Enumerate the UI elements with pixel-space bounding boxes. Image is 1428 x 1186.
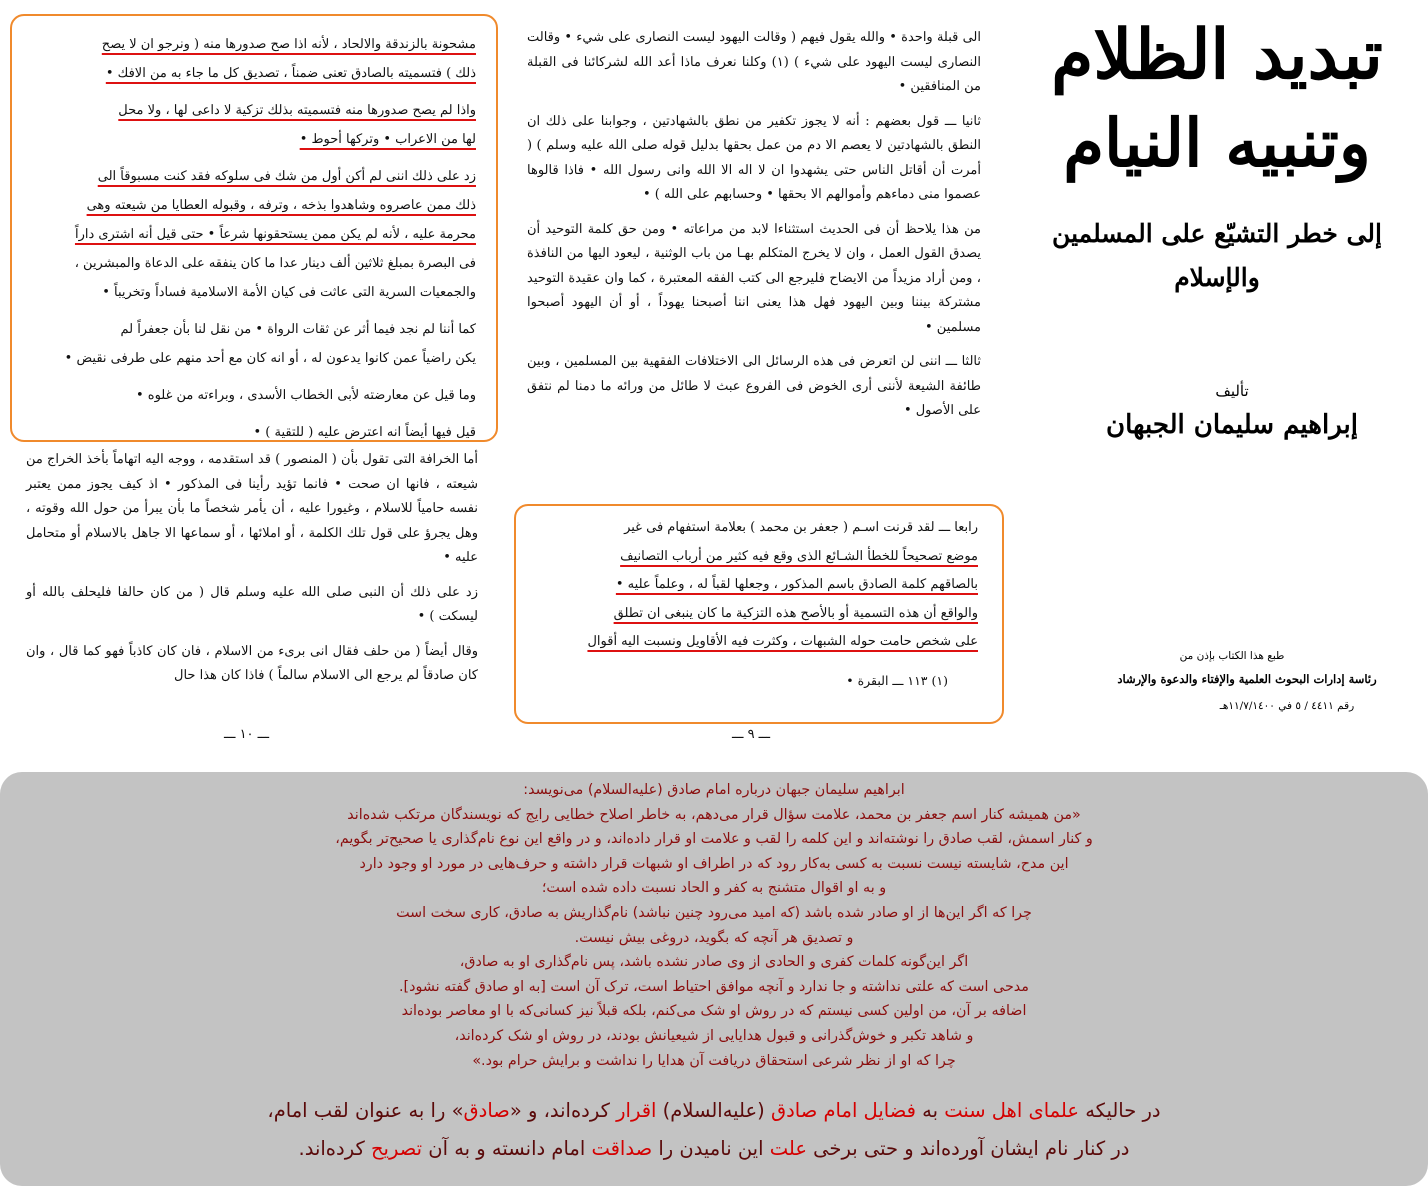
conclusion	[60, 1092, 1368, 1168]
boxed-line: والجمعيات السرية التى عاثت فى كيان الأمة الاسلامية فساداً وتخريباً •	[102, 285, 476, 300]
boxed-line: ذلك ) فتسميته بالصادق تعنى ضمناً ، تصديق كل ما جاء به من الافك •	[105, 66, 476, 81]
page-9-number: ـــ ٩ ـــ	[732, 727, 771, 742]
conclusion-highlight: علت	[769, 1137, 807, 1160]
translation-line: و شاهد تکبر و خوش‌گذرانی و قبول هدایایی از شیعیانش بودند، در روش او شک کرده‌اند،	[454, 1027, 974, 1044]
translation-quote	[60, 778, 1368, 1073]
conclusion-text: کرده‌اند.	[298, 1137, 371, 1160]
boxed-line: فى البصرة بمبلغ ثلاثين ألف دينار عدا ما كان ينفقه على الدعاة والمبشرين ،	[74, 256, 476, 271]
page-10-paragraph: وقال أيضاً ( من حلف فقال انى برىء من الاسلام ، فان كان كاذباً فهو كما قال ، وان كان صادقاً لم يرجع الى الاسلام سالماً ) فاذا كان هذا حال	[26, 643, 478, 683]
conclusion-highlight: اقرار	[616, 1099, 657, 1122]
page-9-boxed-text	[528, 514, 978, 695]
conclusion-line-2	[60, 1130, 1368, 1168]
boxed-line: يكن راضياً عمن كانوا يدعون له ، أو انه كان مع أحد منهم على طرفى نقيض •	[64, 351, 476, 366]
boxed-line: زد على ذلك اننى لم أكن أول من شك فى سلوكه فقد كنت مسبوقاً الى	[97, 169, 476, 184]
conclusion-line-1	[60, 1092, 1368, 1130]
page-10-boxed-text	[26, 30, 476, 447]
translation-line: و تصدیق هر آنچه که بگوید، دروغی بیش نیست.	[574, 929, 854, 946]
footnote: (١) ١١٣ ـــ البقرة •	[846, 672, 948, 688]
translation-line: مدحی است که علتی نداشته و جا ندارد و آنچه موافق احتیاط است، ترک آن است [به او صادق گفته نشود].	[399, 978, 1029, 995]
cover-subtitle: إلى خطر التشيّع على المسلمين والإسلام	[1052, 219, 1382, 292]
conclusion-text: کرده‌اند، و «	[509, 1099, 617, 1122]
boxed-line: ذلك ممن عاصروه وشاهدوا بذخه ، وترفه ، وقبوله العطايا من شيعته وهى	[86, 198, 476, 213]
translation-line: و به او اقوال متشنج به کفر و الحاد نسبت داده شده است؛	[541, 880, 887, 897]
boxed-line: مشحونة بالزندقة والالحاد ، لأنه اذا صح صدورها منه ( ونرجو ان لا يصح	[101, 37, 476, 52]
boxed-line: لها من الاعراب • وتركها أحوط •	[299, 132, 476, 147]
translation-line: ابراهیم سلیمان جبهان درباره امام صادق (علیه‌السلام) می‌نویسد:	[523, 782, 905, 798]
translation-line: این مدح، شایسته نیست نسبت به کسی به‌کار رود که در اطراف او شبهات قرار داشته و حرف‌هایی در مورد او وجود دارد	[359, 855, 1069, 872]
author-label: تأليف	[1215, 382, 1249, 400]
permission-line1: طبع هذا الكتاب بإذن من	[1179, 650, 1285, 662]
boxed-line: واذا لم يصح صدورها منه فتسميته بذلك تزكية لا داعى لها ، ولا محل	[118, 103, 476, 118]
page-9-paragraph: الى قبلة واحدة • والله يقول فيهم ( وقالت اليهود ليست النصارى على شيء • وقالت النصارى ليست اليهود على شيء ) (١) وكلنا نعرف ماذا أعد الله لشركائنا فى القبلة من المنافقين •	[527, 30, 981, 94]
cover-title-line1: تبديد الظلام	[1051, 15, 1383, 95]
translation-line: چرا که اگر این‌ها از او صادر شده باشد (که امید می‌رود چنین نباشد) نام‌گذاریش به صادق، کاری سخت است	[396, 904, 1032, 921]
translation-line: اگر این‌گونه کلمات کفری و الحادی از وی صادر نشده باشد، پس نام‌گذاری او به صادق،	[459, 954, 969, 971]
boxed-line: والواقع أن هذه التسمية أو بالأصح هذه التزكية ما كان ينبغى ان تطلق	[613, 605, 978, 621]
page-9-paragraph: ثالثا ـــ اننى لن اتعرض فى هذه الرسائل الى الاختلافات الفقهية بين المسلمين ، وبين طائفة الشيعة لأننى أرى الخوض فى الفروع عبث لا طائل من ورائه ما دمنا لم نتفق على الأصول •	[527, 354, 981, 418]
cover-title-line2: وتنبيه النيام	[1063, 104, 1371, 182]
conclusion-highlight: صداقت	[591, 1137, 653, 1160]
page-10-body	[26, 448, 478, 699]
translation-line: اضافه بر آن، من اولین کسی نیستم که در روش او شک می‌کنم، بلکه قبلاً نیز کسانی‌که با او معاصر بوده‌اند	[401, 1003, 1027, 1020]
conclusion-text: در کنار نام ایشان آورده‌اند و حتی برخی	[806, 1137, 1130, 1160]
page-10-paragraph: زد على ذلك أن النبى صلى الله عليه وسلم قال ( من كان حالفا فليحلف بالله أو ليسكت ) •	[26, 584, 478, 624]
conclusion-highlight: تصریح	[370, 1137, 423, 1160]
conclusion-text: این نامیدن را	[652, 1137, 770, 1160]
conclusion-text: در حالیکه	[1079, 1099, 1161, 1122]
permission-line2: رئاسة إدارات البحوث العلمية والإفتاء والدعوة والإرشاد	[1117, 672, 1377, 686]
page-9-body	[527, 26, 981, 434]
page-10-paragraph: أما الخرافة التى تقول بأن ( المنصور ) قد استقدمه ، ووجه اليه اتهاماً بأخذ الخراج من شيعته ، فانها ان صحت • فانما تؤيد رأينا فى المذكور • اذ كيف يجوز ممن يعتبر نفسه حامياً للاسلام ، وغيورا عليه ، أن يأمر شخصاً ما بأن يبرأ من حول الله وقوته ، وهل يجرؤ على قول تلك الكلمة ، أو املائها ، أو سماعها الا جاهل بالاسلام أو متحامل عليه •	[26, 452, 478, 565]
boxed-line: رابعا ـــ لقد قرنت اسـم ( جعفر بن محمد ) بعلامة استفهام فى غير	[624, 520, 978, 535]
conclusion-highlight: فضایل امام صادق	[770, 1099, 916, 1122]
permission-line3: رقم ٤٤١١ / ٥ في ١١/٧/١٤٠٠هـ	[1219, 700, 1355, 712]
conclusion-text: » را به عنوان لقب امام،	[267, 1099, 464, 1122]
boxed-line: بالصاقهم كلمة الصادق باسم المذكور ، وجعلها لقباً له ، وعلماً عليه •	[615, 577, 978, 592]
book-cover	[1006, 0, 1428, 740]
conclusion-highlight: علمای اهل سنت	[944, 1099, 1080, 1122]
conclusion-text: به	[915, 1099, 945, 1122]
boxed-line: على شخص حامت حوله الشبهات ، وكثرت فيه الأقاويل ونسبت اليه أقوال	[587, 634, 978, 649]
page-9-paragraph: من هذا يلاحظ أن فى الحديث استثناءا لابد من مراعاته • ومن حق كلمة التوحيد أن يصدق القول العمل ، وان لا يخرج المتكلم بهـا من باب الوثنية ، ليعود اليها من النافذة ، ومن أراد مزيداً من الايضاح فليرجع الى كتب الفقه المعتبرة ، كما وان عقيدة التوحيد مشتركة بيننا وبين اليهود فهل هذا يعنى اننا أصبحنا يهوداً ، أو أن اليهود أصبحوا مسلمين •	[527, 221, 981, 335]
translation-line: چرا که او از نظر شرعی استحقاق دریافت آن هدایا را نداشت و برایش حرام بود.»	[472, 1052, 956, 1069]
conclusion-text: (علیه‌السلام)	[656, 1099, 771, 1122]
page-9-paragraph: ثانيا ـــ قول بعضهم : أنه لا يجوز تكفير من نطق بالشهادتين ، وجوابنا على ذلك ان النطق بالشهادتين لا يعصم الا دم من عمل بحقها بدليل قوله صلى الله عليه وسلم ) ( أمرت أن أقاتل الناس حتى يشهدوا ان لا اله الا الله وانى رسول الله • فاذا قالوها عصموا منى دماءهم وأموالهم الا بحقها • وحسابهم على الله ) •	[527, 113, 981, 202]
conclusion-text: امام دانسته و به آن	[422, 1137, 592, 1160]
boxed-line: قيل فيها أيضاً انه اعترض عليه ( للتقية ) •	[253, 425, 476, 440]
boxed-line: موضع تصحيحاً للخطأ الشـائع الذى وقع فيه كثير من أرباب التصانيف	[620, 548, 978, 564]
boxed-line: محرمة عليه ، لأنه لم يكن ممن يستحقونها شرعاً • حتى قيل أنه اشترى داراً	[74, 227, 476, 242]
author-name: إبراهيم سليمان الجبهان	[1105, 410, 1359, 440]
page-10-number: ـــ ١٠ ـــ	[224, 727, 270, 742]
boxed-line: وما قيل عن معارضته لأبى الخطاب الأسدى ، وبراءته من غلوه •	[135, 388, 476, 403]
translation-panel	[0, 772, 1428, 1186]
conclusion-highlight: صادق	[463, 1099, 510, 1122]
boxed-line: كما أننا لم نجد فيما أثر عن ثقات الرواة • من نقل لنا بأن جعفراً لم	[120, 322, 476, 337]
translation-line: «من همیشه کنار اسم جعفر بن محمد، علامت سؤال قرار می‌دهم، به خاطر اصلاح خطایی رایج که نویسندگان مرتکب شده‌اند	[347, 806, 1081, 823]
translation-line: و کنار اسمش، لقب صادق را نوشته‌اند و این کلمه را لقب و علامت او قرار داده‌اند، و در واقع این نوع نام‌گذاری یا صحیح‌تر بگویم،	[335, 831, 1093, 848]
